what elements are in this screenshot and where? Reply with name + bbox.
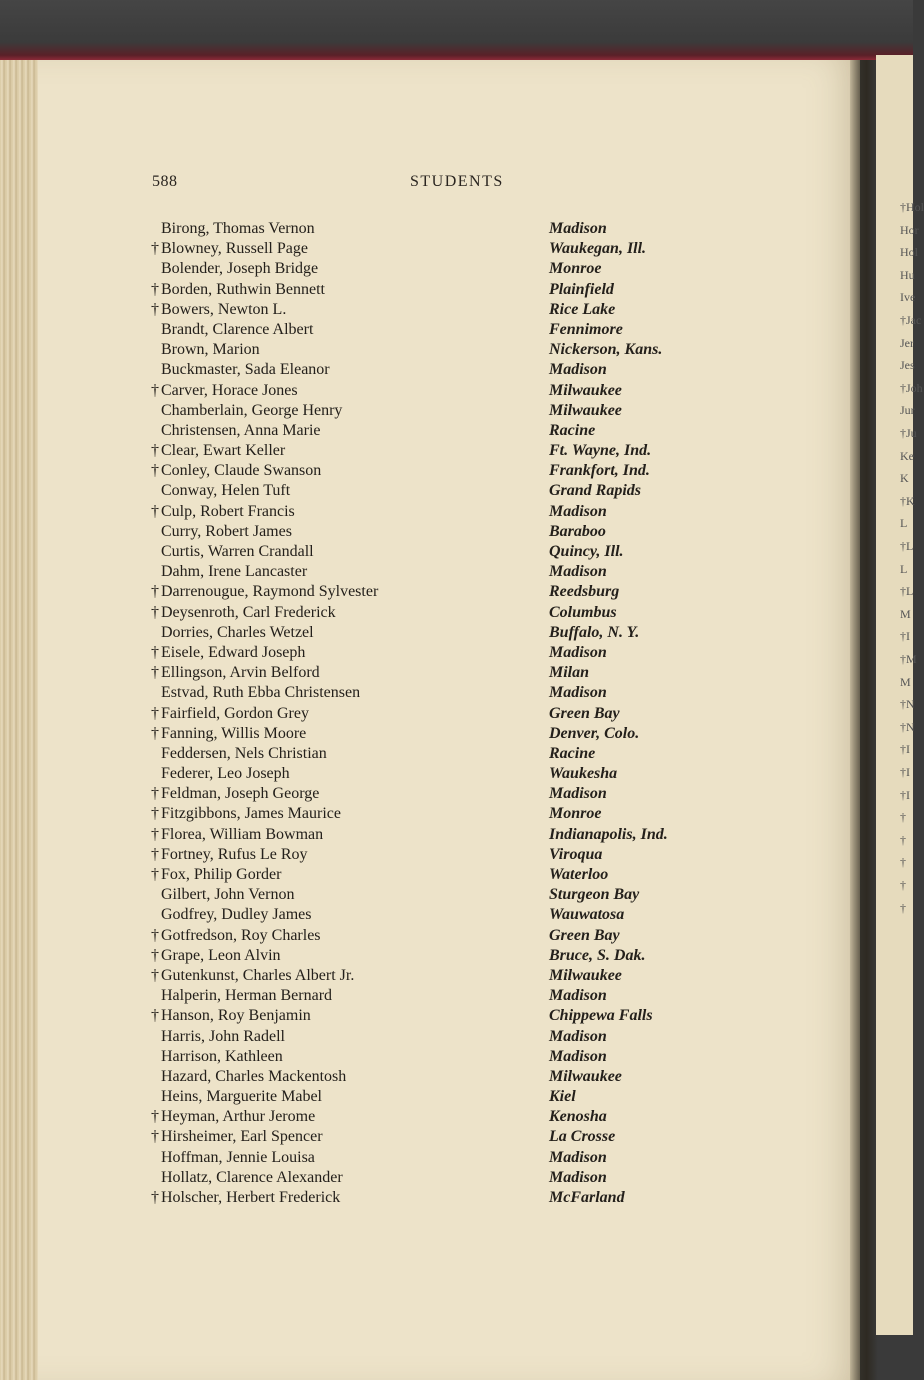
student-hometown: Green Bay xyxy=(549,704,620,722)
student-name xyxy=(161,340,260,360)
student-entry xyxy=(0,663,913,683)
student-hometown: Frankfort, Ind. xyxy=(549,462,650,480)
student-entry xyxy=(0,704,913,724)
student-name xyxy=(151,502,295,522)
student-hometown: Indianapolis, Ind. xyxy=(549,825,668,843)
student-entry xyxy=(0,946,913,966)
dagger-mark: † xyxy=(151,1007,159,1025)
student-name-text: Godfrey, Dudley James xyxy=(161,906,312,924)
dagger-mark: † xyxy=(151,946,159,964)
dagger-mark: † xyxy=(151,280,159,298)
student-hometown: Waterloo xyxy=(549,866,609,883)
student-name xyxy=(161,905,311,925)
student-hometown: Madison xyxy=(549,987,607,1005)
student-name xyxy=(151,1107,316,1127)
student-name-text: Fitzgibbons, James Maurice xyxy=(161,805,341,823)
student-hometown: Ft. Wayne, Ind. xyxy=(549,442,652,460)
student-name xyxy=(161,481,290,501)
student-hometown: Kiel xyxy=(549,1088,576,1106)
student-entry xyxy=(0,502,913,522)
student-entry xyxy=(0,481,913,501)
student-name-text: Fairfield, Gordon Grey xyxy=(161,704,309,722)
student-name-text: Conley, Claude Swanson xyxy=(161,462,322,480)
facing-page-fragment: L xyxy=(900,516,908,531)
dagger-mark: † xyxy=(151,664,159,682)
student-entry xyxy=(0,1188,913,1208)
student-entry xyxy=(0,360,913,380)
student-name-text: Hanson, Roy Benjamin xyxy=(161,1007,311,1025)
facing-page-fragment: †N xyxy=(900,697,915,712)
dagger-mark: † xyxy=(151,704,159,722)
student-entry xyxy=(0,1067,913,1087)
dagger-mark: † xyxy=(151,926,159,944)
dagger-mark: † xyxy=(151,462,159,480)
student-name xyxy=(161,320,313,340)
student-hometown: McFarland xyxy=(549,1189,625,1206)
student-entry xyxy=(0,542,913,562)
facing-page-fragment: † xyxy=(900,855,906,870)
student-name-text: Fanning, Willis Moore xyxy=(161,724,307,742)
student-entry xyxy=(0,1127,913,1147)
student-name-text: Hoffman, Jennie Louisa xyxy=(161,1148,315,1166)
facing-page-fragment: †Joh xyxy=(900,380,923,395)
student-entry xyxy=(0,825,913,845)
student-name-text: Gutenkunst, Charles Albert Jr. xyxy=(161,966,355,984)
student-entry xyxy=(0,582,913,602)
facing-page-fragment: †Jac xyxy=(900,313,922,327)
student-entry xyxy=(0,845,913,865)
student-hometown: La Crosse xyxy=(549,1128,616,1146)
student-name-text: Ellingson, Arvin Belford xyxy=(161,664,320,682)
facing-page-fragment: M xyxy=(900,606,911,621)
student-entry xyxy=(0,603,913,623)
student-name-text: Bolender, Joseph Bridge xyxy=(161,260,319,278)
student-entry xyxy=(0,381,913,401)
student-name-text: Heins, Marguerite Mabel xyxy=(161,1088,322,1106)
student-name xyxy=(151,784,320,804)
student-name xyxy=(151,1188,341,1208)
student-name-text: Buckmaster, Sada Eleanor xyxy=(161,361,330,379)
student-name xyxy=(151,946,281,966)
student-name xyxy=(151,280,325,300)
student-entry xyxy=(0,441,913,461)
student-entry xyxy=(0,885,913,905)
student-name-text: Darrenougue, Raymond Sylvester xyxy=(161,583,379,601)
facing-page-fragment: Hu xyxy=(900,267,915,282)
student-entry xyxy=(0,643,913,663)
dagger-mark: † xyxy=(151,866,159,883)
student-entry xyxy=(0,522,913,542)
student-name-text: Fortney, Rufus Le Roy xyxy=(161,845,308,863)
student-name-text: Eisele, Edward Joseph xyxy=(161,643,306,661)
student-name xyxy=(151,381,298,401)
student-name xyxy=(161,1067,346,1087)
student-name xyxy=(161,683,360,703)
student-name xyxy=(161,522,292,542)
student-name-text: Hazard, Charles Mackentosh xyxy=(161,1067,347,1085)
student-name xyxy=(151,926,321,946)
student-hometown: Racine xyxy=(549,744,596,762)
student-name-text: Federer, Leo Joseph xyxy=(161,765,290,783)
student-name xyxy=(151,825,324,845)
student-hometown: Viroqua xyxy=(549,845,603,863)
student-name xyxy=(161,885,294,905)
student-name xyxy=(161,1168,343,1188)
student-hometown: Madison xyxy=(549,1148,607,1166)
dagger-mark: † xyxy=(151,381,159,399)
facing-page-fragment: K xyxy=(900,471,909,486)
student-name-text: Chamberlain, George Henry xyxy=(161,401,343,419)
student-name-text: Florea, William Bowman xyxy=(161,825,324,843)
student-hometown: Nickerson, Kans. xyxy=(549,341,663,359)
dagger-mark: † xyxy=(151,724,159,742)
student-name-text: Borden, Ruthwin Bennett xyxy=(161,280,325,298)
student-name xyxy=(161,1087,322,1107)
student-name-text: Feddersen, Nels Christian xyxy=(161,744,327,762)
student-entry xyxy=(0,239,913,259)
student-entry xyxy=(0,562,913,582)
student-name-text: Estvad, Ruth Ebba Christensen xyxy=(161,684,361,702)
facing-page-fragment: †L xyxy=(900,584,914,599)
student-name-text: Hirsheimer, Earl Spencer xyxy=(161,1128,323,1146)
student-name xyxy=(161,542,314,562)
dagger-mark: † xyxy=(151,442,159,460)
student-hometown: Milwaukee xyxy=(549,1067,622,1085)
student-hometown: Denver, Colo. xyxy=(549,724,640,742)
student-hometown: Madison xyxy=(549,220,607,237)
student-hometown: Madison xyxy=(549,643,607,661)
student-name-text: Blowney, Russell Page xyxy=(161,240,308,258)
facing-page-fragment: †Hol xyxy=(900,200,924,214)
student-hometown: Fennimore xyxy=(549,320,623,338)
student-hometown: Buffalo, N. Y. xyxy=(549,623,640,641)
facing-page-fragment: †Ju xyxy=(900,426,917,440)
student-name-text: Curtis, Warren Crandall xyxy=(161,543,314,560)
student-hometown: Madison xyxy=(549,361,607,379)
facing-page-fragment: M xyxy=(900,674,911,689)
student-entry xyxy=(0,1087,913,1107)
facing-page-fragment: †N xyxy=(900,719,915,734)
dagger-mark: † xyxy=(151,805,159,823)
student-entry xyxy=(0,280,913,300)
facing-page-fragment: †M xyxy=(900,652,917,666)
student-entry xyxy=(0,461,913,481)
student-hometown: Milwaukee xyxy=(549,381,622,399)
student-name-text: Clear, Ewart Keller xyxy=(161,442,286,460)
student-hometown: Madison xyxy=(549,1047,607,1065)
student-name-text: Holscher, Herbert Frederick xyxy=(161,1189,341,1206)
student-name xyxy=(161,1148,315,1168)
student-entry xyxy=(0,1027,913,1047)
dagger-mark: † xyxy=(151,240,159,258)
student-name-text: Culp, Robert Francis xyxy=(161,502,295,520)
student-entry xyxy=(0,340,913,360)
student-entry xyxy=(0,1148,913,1168)
student-name xyxy=(161,259,318,279)
dagger-mark: † xyxy=(151,785,159,803)
student-hometown: Madison xyxy=(549,684,607,702)
student-hometown: Sturgeon Bay xyxy=(549,886,640,904)
student-hometown: Rice Lake xyxy=(549,300,616,318)
student-hometown: Plainfield xyxy=(549,280,614,298)
student-hometown: Milwaukee xyxy=(549,966,622,984)
student-name xyxy=(151,704,309,724)
student-entry xyxy=(0,744,913,764)
student-hometown: Madison xyxy=(549,502,607,520)
student-entry xyxy=(0,804,913,824)
student-entry xyxy=(0,966,913,986)
dagger-mark: † xyxy=(151,502,159,520)
student-name-text: Curry, Robert James xyxy=(161,522,292,540)
student-name xyxy=(151,804,341,824)
student-name xyxy=(151,966,355,986)
top-background-band xyxy=(0,0,913,60)
student-name xyxy=(161,986,332,1006)
facing-page-fragment: Ke xyxy=(900,448,914,463)
student-hometown: Madison xyxy=(549,563,607,581)
student-hometown: Racine xyxy=(549,421,596,439)
student-name-text: Hollatz, Clarence Alexander xyxy=(161,1168,343,1186)
dagger-mark: † xyxy=(151,1128,159,1146)
student-name-text: Halperin, Herman Bernard xyxy=(161,987,333,1005)
student-entry xyxy=(0,1006,913,1026)
facing-page-fragment: †I xyxy=(900,742,910,757)
student-hometown: Monroe xyxy=(549,805,602,823)
student-name-text: Fox, Philip Gorder xyxy=(161,866,282,883)
student-name xyxy=(161,1027,285,1047)
student-hometown: Wauwatosa xyxy=(549,906,625,924)
facing-page-fragment: † xyxy=(900,832,906,847)
student-name xyxy=(151,441,286,461)
student-entry xyxy=(0,764,913,784)
facing-page-fragment: † xyxy=(900,900,906,915)
facing-page-fragment: †K xyxy=(900,493,915,508)
student-name-text: Heyman, Arthur Jerome xyxy=(161,1108,316,1126)
facing-page-fragment: †I xyxy=(900,765,910,779)
student-name xyxy=(151,461,322,481)
student-entry xyxy=(0,219,913,239)
student-name-text: Birong, Thomas Vernon xyxy=(161,220,315,237)
facing-page-fragment: †I xyxy=(900,629,910,644)
dagger-mark: † xyxy=(151,603,159,621)
running-head: STUDENTS xyxy=(410,173,504,190)
facing-page-fragment: †L xyxy=(900,539,914,553)
facing-page-fragment: Hol xyxy=(900,245,918,260)
student-name-text: Dorries, Charles Wetzel xyxy=(161,623,314,641)
facing-page-fragment: Jur xyxy=(900,403,915,418)
student-name xyxy=(161,219,315,239)
student-hometown: Madison xyxy=(549,785,607,803)
student-entry xyxy=(0,259,913,279)
facing-page-fragment: †I xyxy=(900,787,910,802)
student-hometown: Waukegan, Ill. xyxy=(549,240,647,258)
student-name-text: Brandt, Clarence Albert xyxy=(161,320,314,338)
student-hometown: Madison xyxy=(549,1027,607,1045)
student-name xyxy=(161,1047,283,1067)
student-entry xyxy=(0,1047,913,1067)
student-name xyxy=(151,603,336,623)
student-entry xyxy=(0,926,913,946)
student-entry xyxy=(0,623,913,643)
student-name xyxy=(161,623,314,643)
student-name xyxy=(151,724,307,744)
student-hometown: Monroe xyxy=(549,260,602,278)
student-entry xyxy=(0,401,913,421)
facing-page-fragment: L xyxy=(900,561,908,576)
dagger-mark: † xyxy=(151,845,159,863)
student-entry xyxy=(0,1168,913,1188)
student-entry xyxy=(0,986,913,1006)
student-name-text: Christensen, Anna Marie xyxy=(161,421,321,439)
student-name-text: Feldman, Joseph George xyxy=(161,785,320,803)
student-name xyxy=(151,300,287,320)
student-hometown: Green Bay xyxy=(549,926,620,944)
student-hometown: Reedsburg xyxy=(549,583,620,601)
facing-page-fragment: Hor xyxy=(900,222,919,237)
student-name xyxy=(151,1006,311,1026)
student-name-text: Bowers, Newton L. xyxy=(161,300,287,318)
dagger-mark: † xyxy=(151,1108,159,1126)
dagger-mark: † xyxy=(151,825,159,843)
facing-page-fragment: Jes xyxy=(900,358,915,373)
student-name xyxy=(151,845,308,865)
student-name-text: Conway, Helen Tuft xyxy=(161,482,291,500)
student-name xyxy=(151,663,320,683)
student-name-text: Brown, Marion xyxy=(161,341,260,359)
student-name-text: Harris, John Radell xyxy=(161,1027,285,1045)
facing-page-fragment: Jer xyxy=(900,335,914,350)
student-name-text: Deysenroth, Carl Frederick xyxy=(161,603,336,621)
student-name-text: Gilbert, John Vernon xyxy=(161,886,295,904)
student-entry xyxy=(0,683,913,703)
student-name xyxy=(151,865,282,885)
student-hometown: Baraboo xyxy=(549,522,606,540)
student-name xyxy=(151,582,379,602)
dagger-mark: † xyxy=(151,1189,159,1206)
student-hometown: Milwaukee xyxy=(549,401,622,419)
student-name xyxy=(151,1127,323,1147)
student-hometown: Kenosha xyxy=(549,1108,607,1126)
dagger-mark: † xyxy=(151,643,159,661)
student-entry xyxy=(0,320,913,340)
student-name-text: Carver, Horace Jones xyxy=(161,381,298,399)
page-number: 588 xyxy=(152,173,178,190)
student-name-text: Gotfredson, Roy Charles xyxy=(161,926,321,944)
student-name xyxy=(161,401,342,421)
student-entry xyxy=(0,784,913,804)
dagger-mark: † xyxy=(151,300,159,318)
student-hometown: Milan xyxy=(549,664,590,682)
facing-page-fragment: † xyxy=(900,878,906,892)
student-entry xyxy=(0,300,913,320)
student-entry xyxy=(0,421,913,441)
student-entry xyxy=(0,1107,913,1127)
student-name xyxy=(161,744,327,764)
student-hometown: Columbus xyxy=(549,603,617,621)
student-hometown: Bruce, S. Dak. xyxy=(549,946,646,964)
student-entry xyxy=(0,724,913,744)
student-name-text: Grape, Leon Alvin xyxy=(161,946,281,964)
facing-page-fragment: Ive xyxy=(900,290,916,305)
student-name xyxy=(161,764,290,784)
student-roster xyxy=(0,219,916,1208)
student-name xyxy=(161,360,330,380)
student-name xyxy=(151,239,308,259)
student-entry xyxy=(0,905,913,925)
dagger-mark: † xyxy=(151,966,159,984)
student-name xyxy=(151,643,306,663)
student-entry xyxy=(0,865,913,885)
student-hometown: Waukesha xyxy=(549,765,618,783)
student-name-text: Dahm, Irene Lancaster xyxy=(161,563,308,581)
student-hometown: Chippewa Falls xyxy=(549,1007,653,1025)
student-hometown: Quincy, Ill. xyxy=(549,543,624,560)
student-name-text: Harrison, Kathleen xyxy=(161,1047,283,1065)
student-name xyxy=(161,562,307,582)
student-hometown: Grand Rapids xyxy=(549,482,642,500)
student-hometown: Madison xyxy=(549,1168,607,1186)
dagger-mark: † xyxy=(151,583,159,601)
student-name xyxy=(161,421,321,441)
facing-page-fragment: † xyxy=(900,810,906,825)
